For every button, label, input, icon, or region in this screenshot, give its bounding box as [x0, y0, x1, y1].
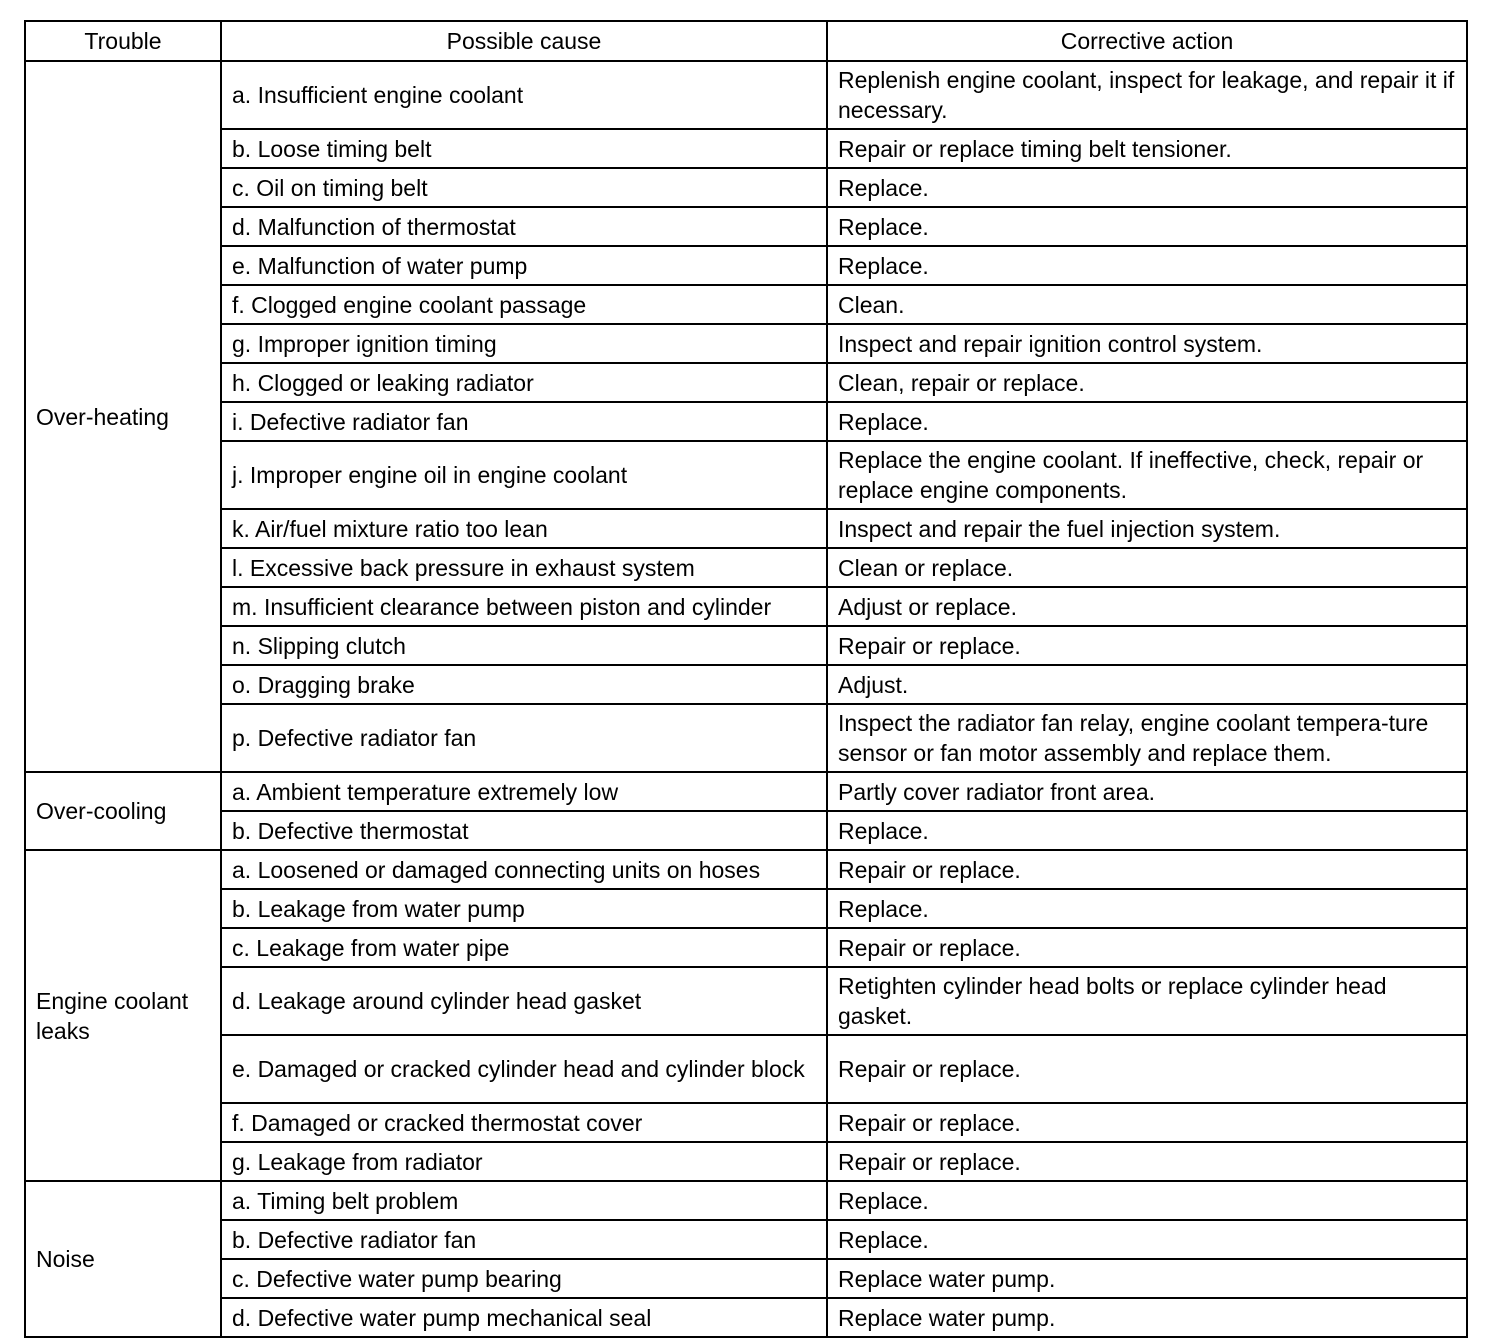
action-cell: Repair or replace.	[827, 1035, 1467, 1103]
cause-cell: n. Slipping clutch	[221, 626, 827, 665]
cause-cell: b. Defective thermostat	[221, 811, 827, 850]
table-row	[25, 587, 1467, 626]
action-cell: Replace.	[827, 1181, 1467, 1220]
table-row	[25, 509, 1467, 548]
table-row	[25, 548, 1467, 587]
action-cell: Clean, repair or replace.	[827, 363, 1467, 402]
action-cell: Inspect and repair ignition control system.	[827, 324, 1467, 363]
table-row	[25, 324, 1467, 363]
cause-cell: h. Clogged or leaking radiator	[221, 363, 827, 402]
table-row	[25, 928, 1467, 967]
table-row	[25, 285, 1467, 324]
action-cell: Replace.	[827, 402, 1467, 441]
action-cell: Repair or replace.	[827, 928, 1467, 967]
cause-cell: g. Leakage from radiator	[221, 1142, 827, 1181]
action-cell: Replenish engine coolant, inspect for leakage, and repair it if necessary.	[827, 61, 1467, 129]
cause-cell: g. Improper ignition timing	[221, 324, 827, 363]
trouble-cell: Engine coolant leaks	[25, 850, 221, 1181]
cause-cell: c. Defective water pump bearing	[221, 1259, 827, 1298]
action-cell: Replace.	[827, 889, 1467, 928]
cause-cell: d. Defective water pump mechanical seal	[221, 1298, 827, 1337]
table-row	[25, 967, 1467, 1035]
cause-cell: f. Damaged or cracked thermostat cover	[221, 1103, 827, 1142]
table-row	[25, 704, 1467, 772]
cause-cell: j. Improper engine oil in engine coolant	[221, 441, 827, 509]
table-row	[25, 1035, 1467, 1103]
trouble-cell: Over-cooling	[25, 772, 221, 850]
table-row	[25, 1181, 1467, 1220]
action-cell: Replace.	[827, 207, 1467, 246]
action-cell: Retighten cylinder head bolts or replace cylinder head gasket.	[827, 967, 1467, 1035]
table-row	[25, 246, 1467, 285]
table-row	[25, 850, 1467, 889]
action-cell: Replace the engine coolant. If ineffective, check, repair or replace engine components.	[827, 441, 1467, 509]
action-cell: Repair or replace.	[827, 1103, 1467, 1142]
trouble-cell: Noise	[25, 1181, 221, 1337]
action-cell: Adjust or replace.	[827, 587, 1467, 626]
action-cell: Repair or replace.	[827, 850, 1467, 889]
cause-cell: d. Leakage around cylinder head gasket	[221, 967, 827, 1035]
cause-cell: m. Insufficient clearance between piston and cylinder	[221, 587, 827, 626]
header-corrective-action: Corrective action	[827, 21, 1467, 61]
troubleshooting-table	[24, 20, 1468, 1338]
cause-cell: b. Defective radiator fan	[221, 1220, 827, 1259]
header-row	[25, 21, 1467, 61]
action-cell: Inspect and repair the fuel injection system.	[827, 509, 1467, 548]
table-row	[25, 402, 1467, 441]
action-cell: Replace.	[827, 168, 1467, 207]
action-cell: Partly cover radiator front area.	[827, 772, 1467, 811]
cause-cell: b. Leakage from water pump	[221, 889, 827, 928]
cause-cell: l. Excessive back pressure in exhaust system	[221, 548, 827, 587]
cause-cell: c. Leakage from water pipe	[221, 928, 827, 967]
action-cell: Replace.	[827, 811, 1467, 850]
cause-cell: i. Defective radiator fan	[221, 402, 827, 441]
header-possible-cause: Possible cause	[221, 21, 827, 61]
table-row	[25, 1220, 1467, 1259]
cause-cell: a. Insufficient engine coolant	[221, 61, 827, 129]
cause-cell: p. Defective radiator fan	[221, 704, 827, 772]
cause-cell: f. Clogged engine coolant passage	[221, 285, 827, 324]
table-row	[25, 1259, 1467, 1298]
table-row	[25, 1142, 1467, 1181]
action-cell: Repair or replace timing belt tensioner.	[827, 129, 1467, 168]
table-row	[25, 772, 1467, 811]
action-cell: Replace.	[827, 246, 1467, 285]
cause-cell: a. Timing belt problem	[221, 1181, 827, 1220]
table-row	[25, 168, 1467, 207]
cause-cell: d. Malfunction of thermostat	[221, 207, 827, 246]
cause-cell: e. Damaged or cracked cylinder head and cylinder block	[221, 1035, 827, 1103]
table-row	[25, 811, 1467, 850]
cause-cell: b. Loose timing belt	[221, 129, 827, 168]
table-row	[25, 441, 1467, 509]
table-row	[25, 889, 1467, 928]
action-cell: Replace water pump.	[827, 1259, 1467, 1298]
table-row	[25, 207, 1467, 246]
cause-cell: k. Air/fuel mixture ratio too lean	[221, 509, 827, 548]
cause-cell: a. Ambient temperature extremely low	[221, 772, 827, 811]
action-cell: Repair or replace.	[827, 626, 1467, 665]
action-cell: Inspect the radiator fan relay, engine coolant tempera-ture sensor or fan motor assembly and replace them.	[827, 704, 1467, 772]
table-row	[25, 363, 1467, 402]
action-cell: Replace water pump.	[827, 1298, 1467, 1337]
action-cell: Clean or replace.	[827, 548, 1467, 587]
action-cell: Clean.	[827, 285, 1467, 324]
table-row	[25, 665, 1467, 704]
cause-cell: e. Malfunction of water pump	[221, 246, 827, 285]
cause-cell: a. Loosened or damaged connecting units on hoses	[221, 850, 827, 889]
action-cell: Replace.	[827, 1220, 1467, 1259]
table-body	[25, 61, 1467, 1337]
cause-cell: c. Oil on timing belt	[221, 168, 827, 207]
header-trouble: Trouble	[25, 21, 221, 61]
table-row	[25, 1103, 1467, 1142]
table-row	[25, 129, 1467, 168]
table-row	[25, 1298, 1467, 1337]
table-row	[25, 626, 1467, 665]
action-cell: Repair or replace.	[827, 1142, 1467, 1181]
cause-cell: o. Dragging brake	[221, 665, 827, 704]
table-row	[25, 61, 1467, 129]
trouble-cell: Over-heating	[25, 61, 221, 772]
action-cell: Adjust.	[827, 665, 1467, 704]
